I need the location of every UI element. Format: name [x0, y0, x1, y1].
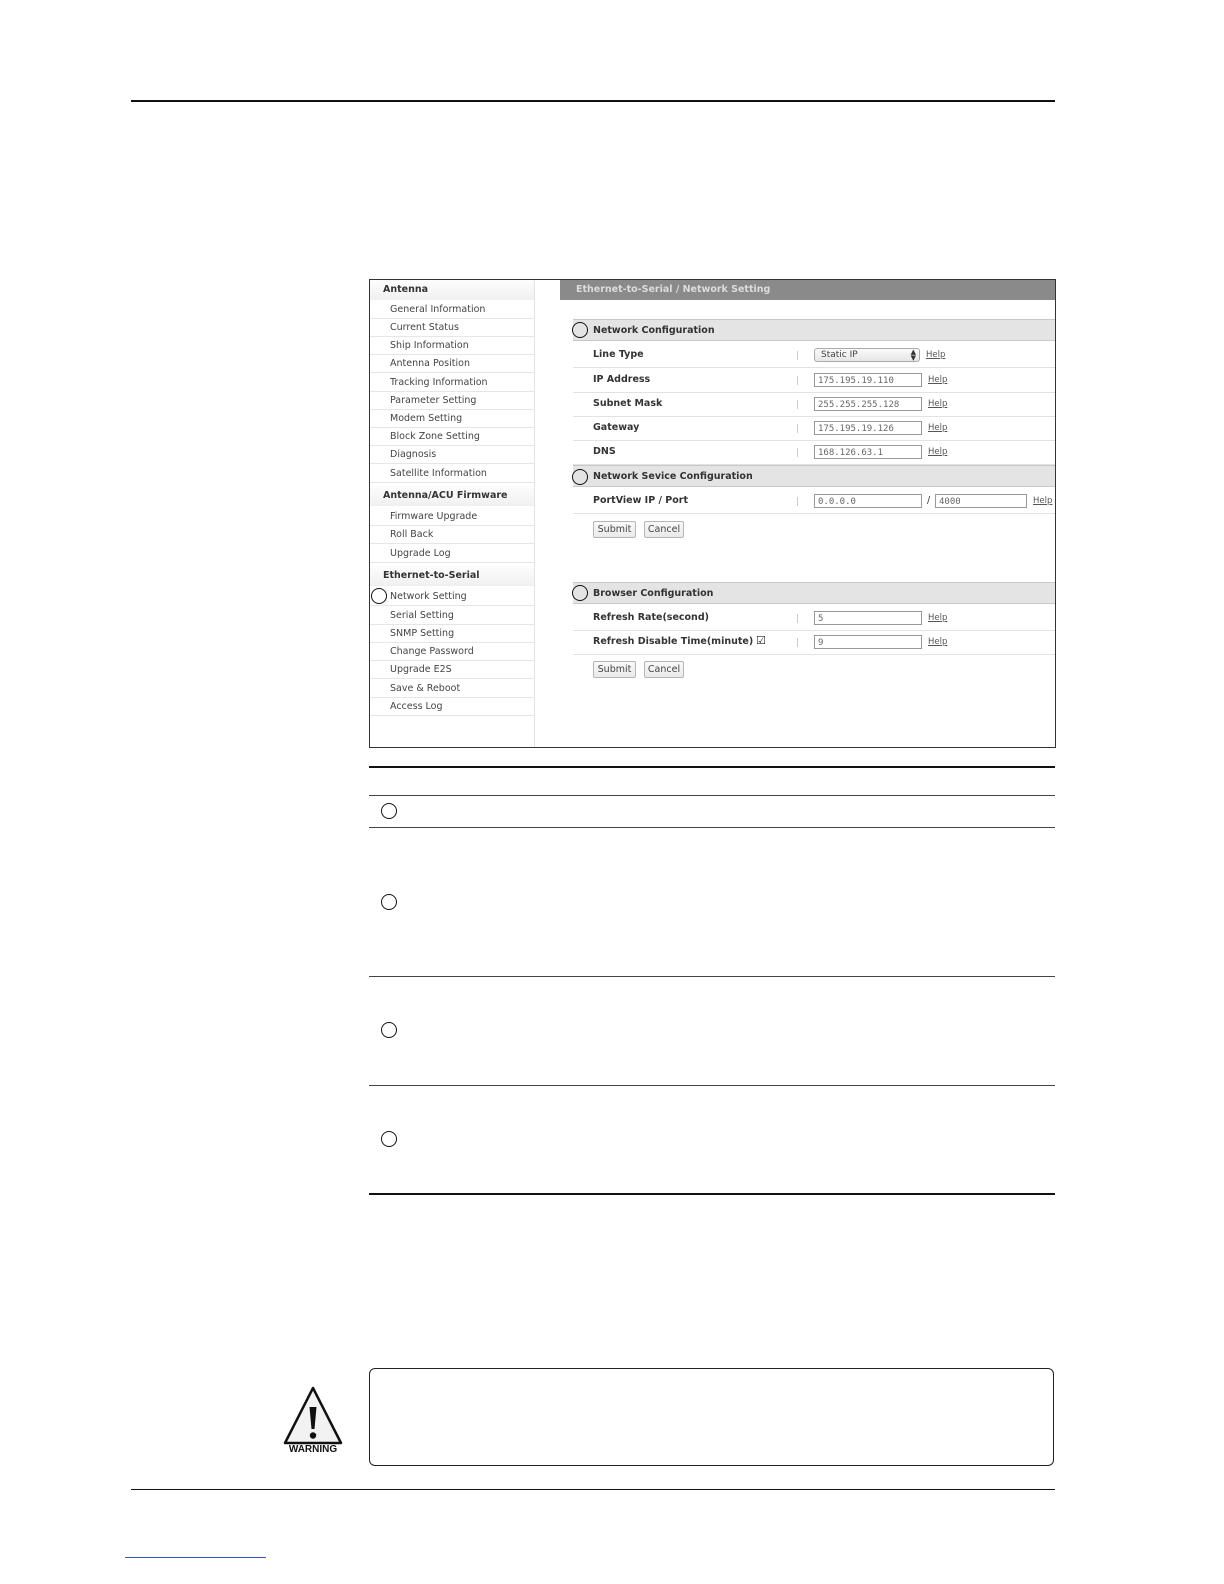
table-rule-1 — [369, 827, 1055, 828]
warning-label: WARNING — [288, 1444, 338, 1455]
footer-link-underline — [125, 1557, 266, 1558]
label-ip-address: IP Address — [593, 374, 651, 385]
label-dns: DNS — [593, 446, 616, 457]
separator — [797, 376, 798, 385]
web-ui-screenshot — [369, 279, 1056, 748]
sidebar-item-access-log[interactable]: Access Log — [370, 698, 534, 716]
sidebar-header-ethernet-to-serial: Ethernet-to-Serial — [370, 566, 534, 586]
cancel-button-network[interactable]: Cancel — [644, 521, 684, 538]
row-refresh-rate — [573, 606, 1055, 631]
label-subnet-mask: Subnet Mask — [593, 398, 663, 409]
table-callout-circle-3 — [381, 1022, 397, 1038]
sidebar-item-tracking-information[interactable]: Tracking Information — [370, 374, 534, 392]
row-refresh-disable — [573, 630, 1055, 655]
sidebar-header-firmware: Antenna/ACU Firmware — [370, 486, 534, 506]
portview-port-input[interactable]: 4000 — [935, 494, 1027, 508]
submit-button-network[interactable]: Submit — [593, 521, 636, 538]
sidebar-item-roll-back[interactable]: Roll Back — [370, 526, 534, 544]
row-line-type — [573, 343, 1055, 368]
sidebar-item-satellite-information[interactable]: Satellite Information — [370, 465, 534, 483]
bottom-rule — [131, 1489, 1055, 1490]
portview-separator: / — [927, 495, 931, 506]
callout-circle-network-config — [572, 322, 588, 338]
row-ip-address — [573, 368, 1055, 393]
sidebar-item-antenna-position[interactable]: Antenna Position — [370, 355, 534, 373]
section-browser-configuration: Browser Configuration — [573, 582, 1055, 604]
help-link-refresh-disable[interactable]: Help — [928, 637, 948, 647]
separator — [797, 424, 798, 433]
top-rule — [131, 100, 1055, 102]
help-link-line-type[interactable]: Help — [926, 350, 946, 360]
line-type-value: Static IP — [821, 350, 858, 360]
help-link-dns[interactable]: Help — [928, 447, 948, 457]
cancel-button-browser[interactable]: Cancel — [644, 661, 684, 678]
label-refresh-rate: Refresh Rate(second) — [593, 612, 709, 623]
row-subnet-mask — [573, 392, 1055, 417]
table-callout-circle-4 — [381, 1131, 397, 1147]
label-gateway: Gateway — [593, 422, 640, 433]
section-network-configuration: Network Configuration — [573, 319, 1055, 341]
sidebar-item-firmware-upgrade[interactable]: Firmware Upgrade — [370, 508, 534, 526]
help-link-ip-address[interactable]: Help — [928, 375, 948, 385]
sidebar-item-diagnosis[interactable]: Diagnosis — [370, 446, 534, 464]
separator — [797, 448, 798, 457]
sidebar-item-upgrade-e2s[interactable]: Upgrade E2S — [370, 661, 534, 679]
sidebar-item-modem-setting[interactable]: Modem Setting — [370, 410, 534, 428]
sidebar-item-current-status[interactable]: Current Status — [370, 319, 534, 337]
separator — [797, 638, 798, 647]
row-gateway — [573, 416, 1055, 441]
separator — [797, 497, 798, 506]
help-link-subnet-mask[interactable]: Help — [928, 399, 948, 409]
submit-button-browser[interactable]: Submit — [593, 661, 636, 678]
page-title: Ethernet-to-Serial / Network Setting — [560, 280, 1055, 300]
ip-address-input[interactable]: 175.195.19.110 — [814, 373, 922, 387]
warning-box — [369, 1368, 1054, 1466]
table-rule-3 — [369, 1085, 1055, 1086]
sidebar-item-block-zone-setting[interactable]: Block Zone Setting — [370, 428, 534, 446]
row-dns — [573, 440, 1055, 465]
label-refresh-disable: Refresh Disable Time(minute) — [593, 636, 754, 647]
sidebar-item-general-information[interactable]: General Information — [370, 301, 534, 319]
sidebar-item-save-reboot[interactable]: Save & Reboot — [370, 680, 534, 698]
select-arrows-icon: ▲ ▼ — [910, 348, 916, 362]
sidebar-item-parameter-setting[interactable]: Parameter Setting — [370, 392, 534, 410]
table-callout-circle-2 — [381, 894, 397, 910]
main-panel — [560, 280, 1055, 747]
table-rule-2 — [369, 976, 1055, 977]
sidebar — [370, 280, 535, 747]
refresh-disable-checkbox[interactable]: ☑ — [756, 634, 766, 647]
sidebar-item-upgrade-log[interactable]: Upgrade Log — [370, 545, 534, 563]
callout-circle-browser-config — [572, 585, 588, 601]
refresh-rate-input[interactable]: 5 — [814, 611, 922, 625]
gateway-input[interactable]: 175.195.19.126 — [814, 421, 922, 435]
dns-input[interactable]: 168.126.63.1 — [814, 445, 922, 459]
sidebar-item-ship-information[interactable]: Ship Information — [370, 337, 534, 355]
label-portview: PortView IP / Port — [593, 495, 688, 506]
sidebar-item-serial-setting[interactable]: Serial Setting — [370, 607, 534, 625]
sidebar-header-antenna: Antenna — [370, 280, 534, 300]
subnet-mask-input[interactable]: 255.255.255.128 — [814, 397, 922, 411]
separator — [797, 614, 798, 623]
separator — [797, 351, 798, 360]
separator — [797, 400, 798, 409]
callout-circle-service-config — [572, 469, 588, 485]
help-link-gateway[interactable]: Help — [928, 423, 948, 433]
table-callout-circle-1 — [381, 803, 397, 819]
table-rule-header — [369, 795, 1055, 796]
callout-circle-network-setting — [371, 588, 387, 604]
help-link-portview[interactable]: Help — [1033, 496, 1053, 506]
table-rule-bottom — [369, 1193, 1055, 1195]
portview-ip-input[interactable]: 0.0.0.0 — [814, 494, 922, 508]
sidebar-item-snmp-setting[interactable]: SNMP Setting — [370, 625, 534, 643]
section-network-service-configuration: Network Sevice Configuration — [573, 465, 1055, 487]
sidebar-item-network-setting[interactable]: Network Setting — [370, 588, 534, 606]
refresh-disable-input[interactable]: 9 — [814, 635, 922, 649]
row-portview — [573, 489, 1055, 514]
label-line-type: Line Type — [593, 349, 644, 360]
sidebar-item-change-password[interactable]: Change Password — [370, 643, 534, 661]
help-link-refresh-rate[interactable]: Help — [928, 613, 948, 623]
table-rule-top — [369, 766, 1055, 768]
line-type-select[interactable] — [814, 348, 920, 362]
